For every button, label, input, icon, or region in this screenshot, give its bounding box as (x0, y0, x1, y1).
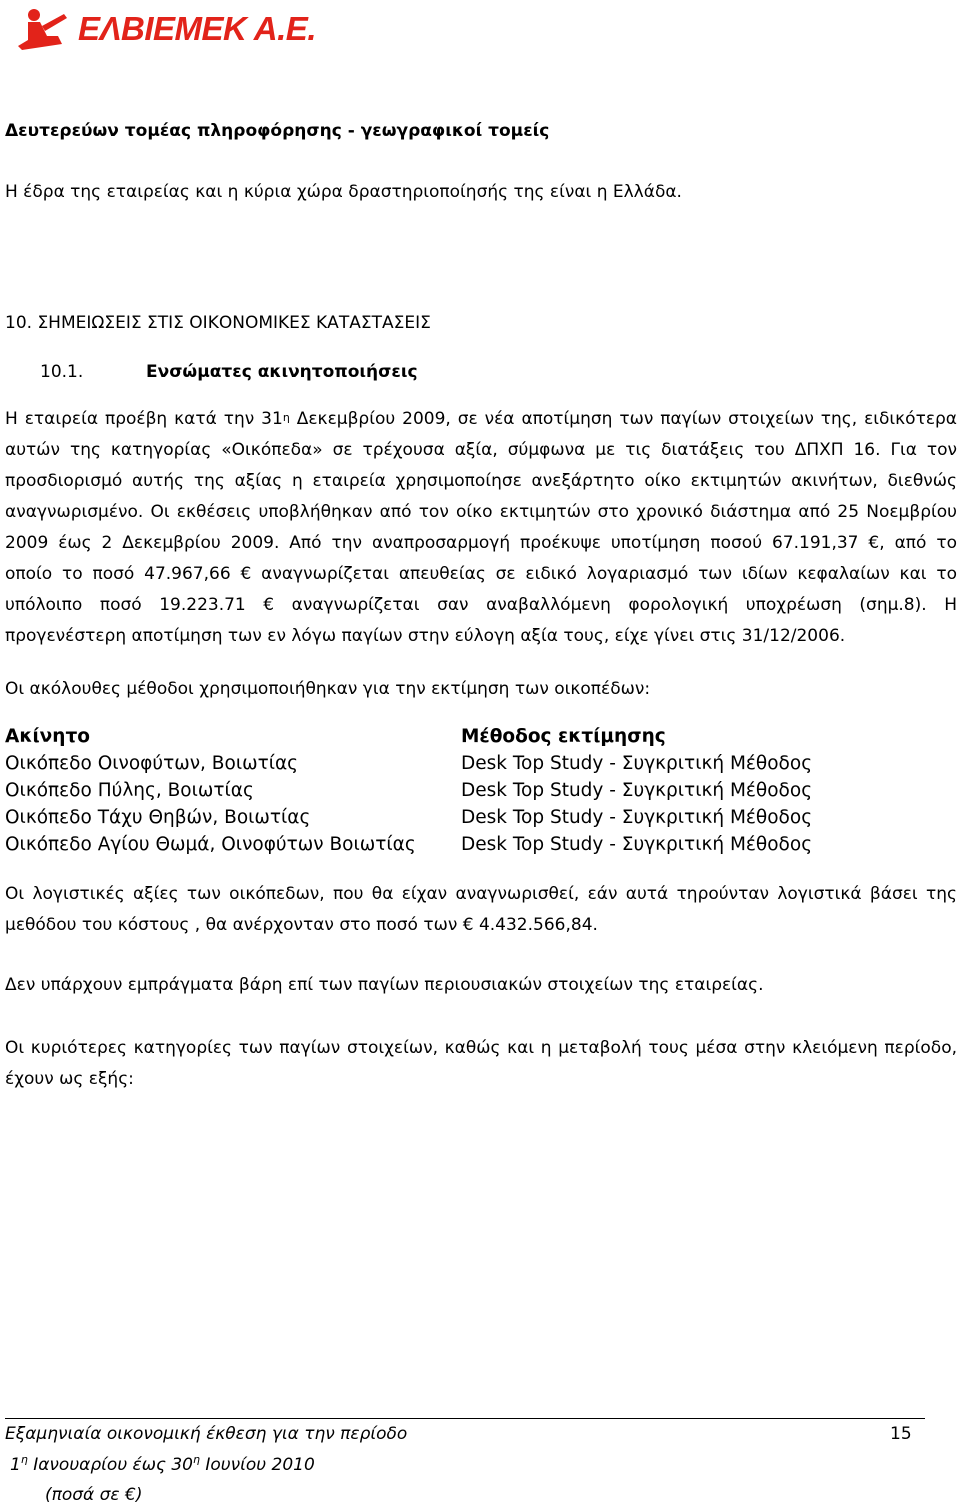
property-column (5, 723, 455, 858)
company-logo (14, 6, 316, 54)
table-header-method: Μέθοδος εκτίμησης (461, 726, 666, 747)
footer-period: $1^\eta$ Ιανουαρίου έως $30^\eta$ Ιουνίου 2010 (10, 1453, 315, 1475)
paragraph-line: μεθόδου του κόστους , θα ανέρχονταν στο ποσό των € 4.432.566,84. (5, 915, 598, 935)
method-column (461, 723, 911, 858)
methods-intro: Οι ακόλουθες μέθοδοι χρησιμοποιήθηκαν για την εκτίμηση των οικοπέδων: (5, 679, 651, 699)
paragraph-line: Οι λογιστικές αξίες των οικόπεδων, που θα είχαν αναγνωρισθεί, εάν αυτά τηρούνταν λογιστικά βάσει της (5, 884, 957, 904)
company-name: ΕΛΒΙΕΜΕΚ Α.Ε. (78, 10, 316, 47)
footer-divider (5, 1418, 925, 1419)
paragraph-line: προσδιορισμό αυτής της αξίας η εταιρεία χρησιμοποίησε ανεξάρτητο οίκο εκτιμητών ακινήτων, διεθνώς (5, 471, 957, 491)
encumbrances-text: Δεν υπάρχουν εμπράγματα βάρη επί των παγίων περιουσιακών στοιχείων της εταιρείας. (5, 975, 764, 995)
table-cell-method: Desk Top Study - Συγκριτική Μέθοδος (461, 780, 813, 801)
footer-currency-note: (ποσά σε €) (45, 1485, 143, 1505)
table-cell-method: Desk Top Study - Συγκριτική Μέθοδος (461, 834, 813, 855)
paragraph-line: οποίο το ποσό 47.967,66 € αναγνωρίζεται απευθείας σε ειδικό λογαριασμό των ιδίων κεφαλαίων και το (5, 564, 957, 584)
paragraph-line: αυτών της κατηγορίας «Οικόπεδα» σε τρέχουσα αξία, σύμφωνα με τις διατάξεις του ΔΠΧΠ 16. Για τον (5, 440, 957, 460)
page-number: 15 (890, 1424, 912, 1444)
footer-report-title: Εξαμηνιαία οικονομική έκθεση για την περίοδο (5, 1424, 408, 1444)
table-cell-property: Οικόπεδο Οινοφύτων, Βοιωτίας (5, 753, 299, 774)
table-cell-property: Οικόπεδο Πύλης, Βοιωτίας (5, 780, 254, 801)
paragraph-line: έχουν ως εξής: (5, 1069, 134, 1089)
table-cell-property: Οικόπεδο Τάχυ Θηβών, Βοιωτίας (5, 807, 311, 828)
paragraph-line: 2009 έως 2 Δεκεμβρίου 2009. Από την αναπροσαρμογή προέκυψε υποτίμηση ποσού 67.191,37 €, από το (5, 533, 957, 553)
paragraph-line: Η εταιρεία προέβη κατά την $31^\eta$ Δεκεμβρίου 2009, σε νέα αποτίμηση των παγίων στοιχείων της, ειδικότερα (5, 409, 958, 429)
subsection-title: Ενσώματες ακινητοποιήσεις (146, 362, 418, 382)
paragraph-line: προγενέστερη αποτίμηση των εν λόγω παγίων στην εύλογη αξία τους, είχε γίνει στις 31/12/2006. (5, 626, 846, 646)
categories-paragraph (5, 1033, 957, 1095)
subsection-number: 10.1. (40, 362, 84, 382)
book-value-paragraph (5, 879, 957, 941)
table-cell-method: Desk Top Study - Συγκριτική Μέθοδος (461, 807, 813, 828)
paragraph-line: υπόλοιπο ποσό 19.223.71 € αναγνωρίζεται σαν αναβαλλόμενη φορολογική υποχρέωση (σημ.8). Η (5, 595, 957, 615)
table-header-property: Ακίνητο (5, 726, 90, 747)
figure-logo-icon (14, 6, 74, 54)
section-10-title: 10. ΣΗΜΕΙΩΣΕΙΣ ΣΤΙΣ ΟΙΚΟΝΟΜΙΚΕΣ ΚΑΤΑΣΤΑΣΕΙΣ (5, 313, 431, 333)
paragraph-line: Οι κυριότερες κατηγορίες των παγίων στοιχείων, καθώς και η μεταβολή τους μέσα στην κλειόμενη περίοδο, (5, 1038, 957, 1058)
section-title-geographic: Δευτερεύων τομέας πληροφόρησης - γεωγραφικοί τομείς (5, 121, 550, 141)
table-cell-method: Desk Top Study - Συγκριτική Μέθοδος (461, 753, 813, 774)
table-cell-property: Οικόπεδο Αγίου Θωμά, Οινοφύτων Βοιωτίας (5, 834, 416, 855)
paragraph-line: αναγνωρισμένο. Οι εκθέσεις υποβλήθηκαν από τον οίκο εκτιμητών στο χρονικό διάστημα από 25 Νοεμβρίου (5, 502, 957, 522)
geographic-text: Η έδρα της εταιρείας και η κύρια χώρα δραστηριοποίησής της είναι η Ελλάδα. (5, 182, 682, 202)
revaluation-paragraph (5, 404, 957, 652)
